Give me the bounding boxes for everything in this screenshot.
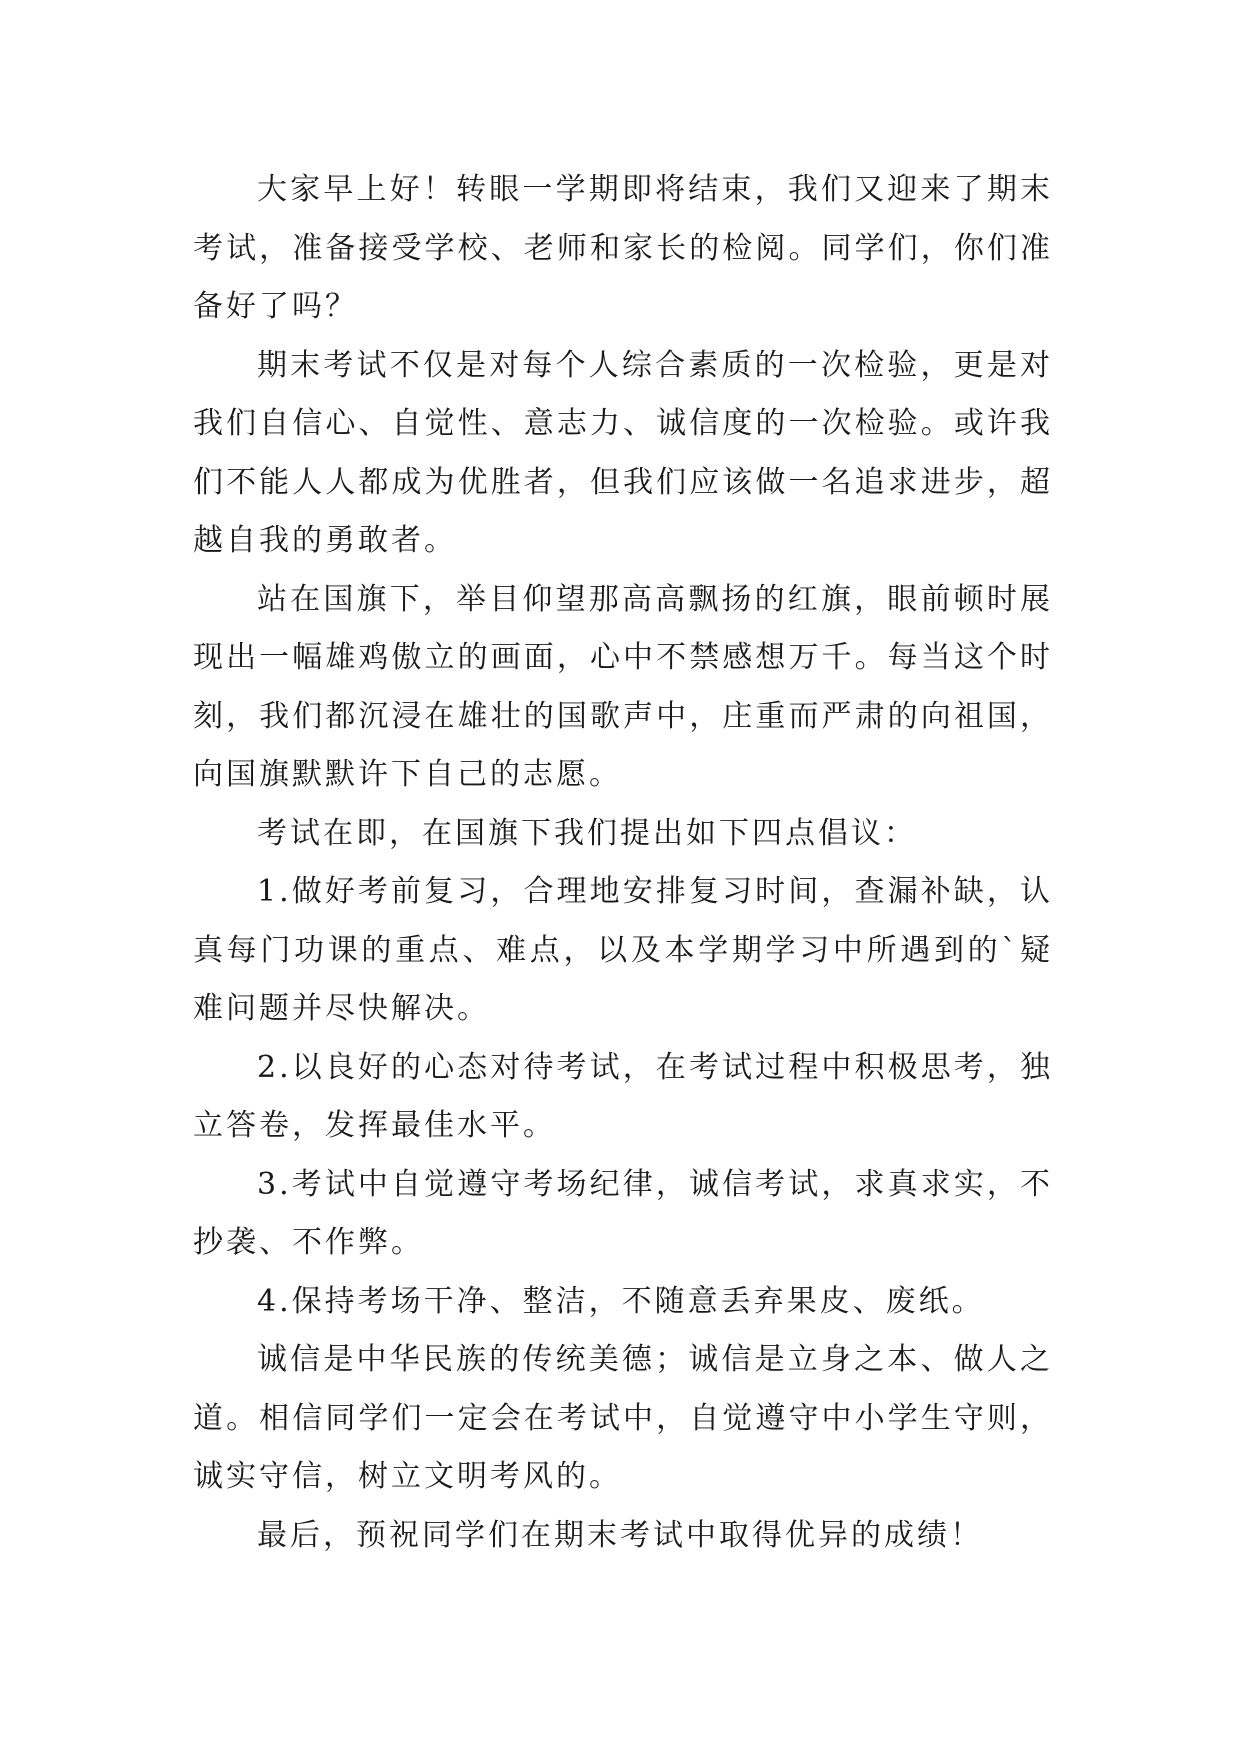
paragraph-exam-meaning: 期末考试不仅是对每个人综合素质的一次检验，更是对我们自信心、自觉性、意志力、诚信度的一次检验。或许我们不能人人都成为优胜者，但我们应该做一名追求进步，超越自我的勇敢者。 <box>193 347 1053 558</box>
proposal-item-1: 1.做好考前复习，合理地安排复习时间，查漏补缺，认真每门功课的重点、难点，以及本学期学习中所遇到的`疑难问题并尽快解决。 <box>193 874 1053 1026</box>
paragraph-integrity: 诚信是中华民族的传统美德；诚信是立身之本、做人之道。相信同学们一定会在考试中，自觉遵守中小学生守则，诚实守信，树立文明考风的。 <box>193 1342 1053 1494</box>
proposal-item-3: 3.考试中自觉遵守考场纪律，诚信考试，求真求实，不抄袭、不作弊。 <box>193 1166 1053 1260</box>
paragraph-closing: 最后，预祝同学们在期末考试中取得优异的成绩！ <box>257 1517 983 1553</box>
paragraph-flag: 站在国旗下，举目仰望那高高飘扬的红旗，眼前顿时展现出一幅雄鸡傲立的画面，心中不禁感想万千。每当这个时刻，我们都沉浸在雄壮的国歌声中，庄重而严肃的向祖国，向国旗默默许下自己的志愿。 <box>193 581 1053 792</box>
paragraph-proposal-intro: 考试在即，在国旗下我们提出如下四点倡议： <box>257 815 917 851</box>
document-body <box>193 161 1053 1565</box>
proposal-item-4: 4.保持考场干净、整洁，不随意丢弃果皮、废纸。 <box>257 1283 985 1319</box>
proposal-item-2: 2.以良好的心态对待考试，在考试过程中积极思考，独立答卷，发挥最佳水平。 <box>193 1049 1053 1143</box>
paragraph-greeting: 大家早上好！转眼一学期即将结束，我们又迎来了期末考试，准备接受学校、老师和家长的检阅。同学们，你们准备好了吗？ <box>193 172 1053 324</box>
